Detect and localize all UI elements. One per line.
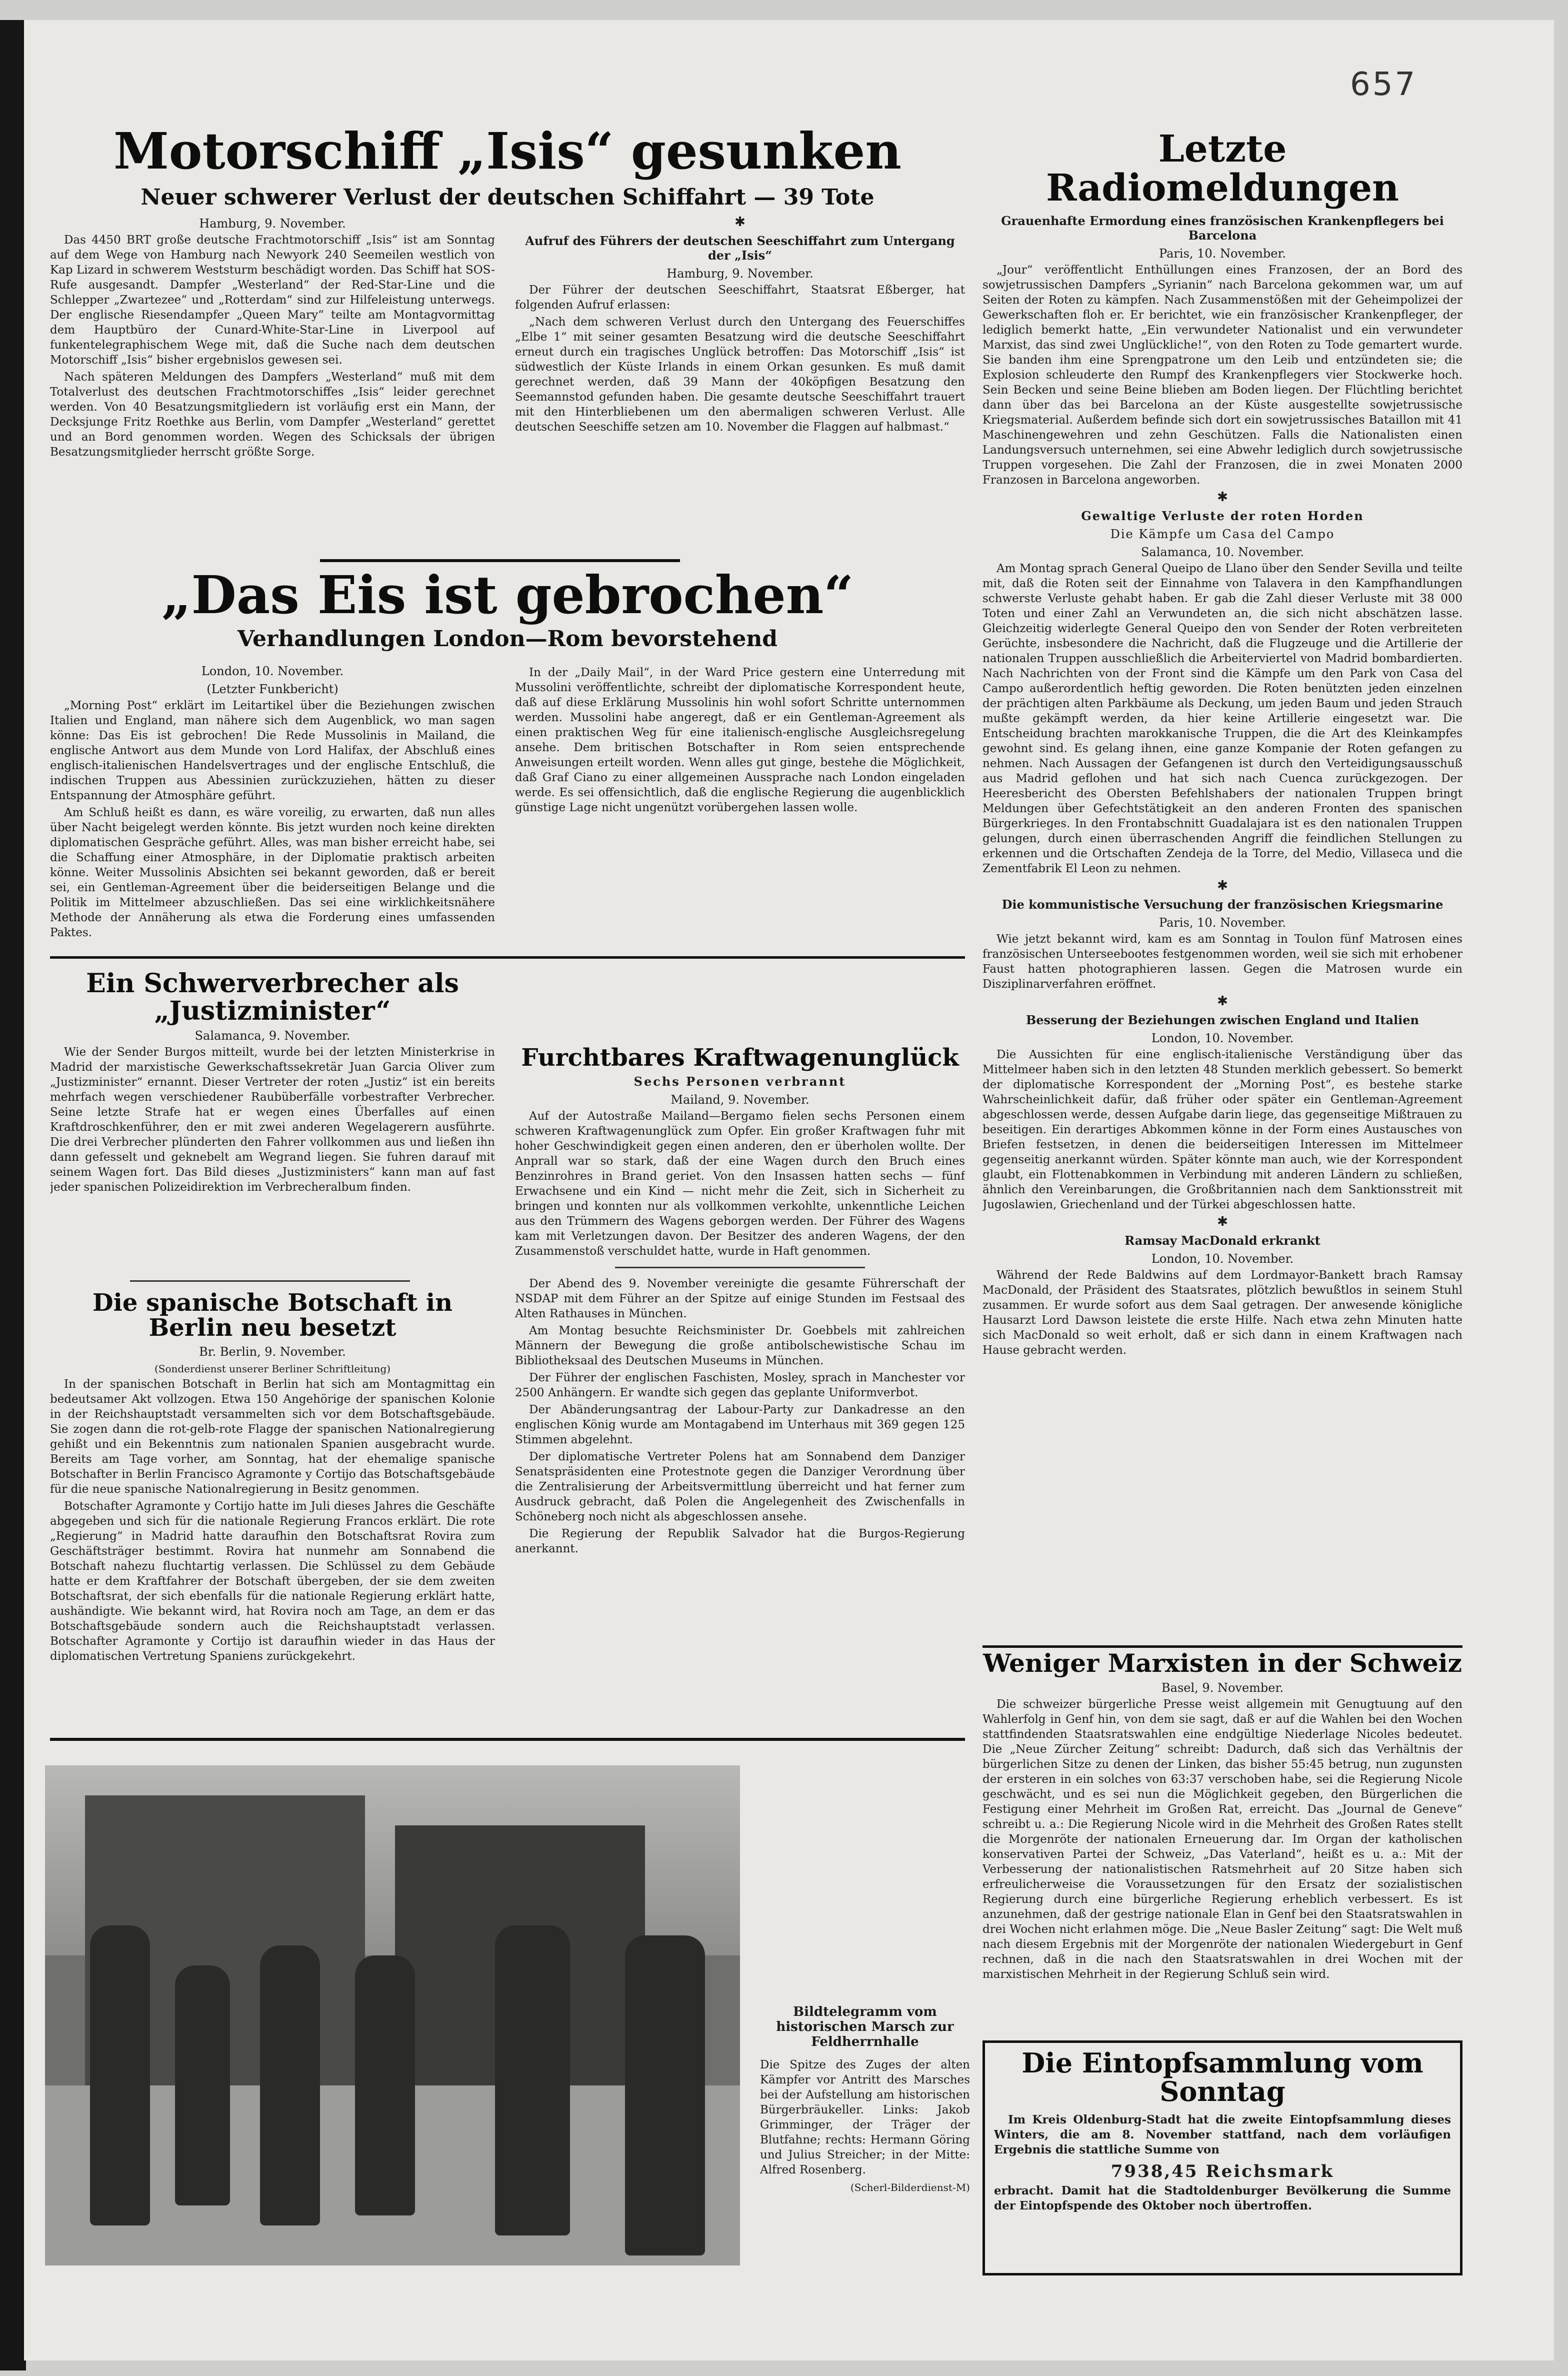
march-photo — [45, 1765, 740, 2265]
eis-col1 — [50, 660, 495, 955]
separator-star-icon: ✱ — [1217, 1214, 1228, 1230]
isis-col2 — [515, 213, 965, 558]
news-item: Der Abänderungsantrag der Labour-Party zur Dankadresse an den englischen König wurde am Montagabend im Unterhaus mit 369 gegen 125 Stimmen abgelehnt. — [515, 1403, 965, 1447]
botschaft-source: (Sonderdienst unserer Berliner Schriftleitung) — [154, 1362, 391, 1375]
eis-source: (Letzter Funkbericht) — [206, 682, 338, 696]
photo-caption — [760, 2000, 970, 2195]
divider-rule — [982, 1645, 1462, 1648]
schweiz-article — [982, 1650, 1462, 2030]
radio-item-sub: Die Kämpfe um Casa del Campo — [1110, 527, 1335, 542]
news-item: Der diplomatische Vertreter Polens hat am Sonnabend dem Danziger Senatspräsidenten eine Protestnote gegen die Danziger Verordnung über die Zentralisierung der Arbeitsvermittlung überreicht und hat ferner zum Ausdruck gebracht, daß Polen die Angelegenheit des Zwischenfalls in Schöneberg noch nicht als abgeschlossen ansehe. — [515, 1450, 965, 1524]
eintopf-box — [982, 2040, 1462, 2275]
page-number: 657 — [1350, 66, 1418, 103]
news-item: Am Montag besuchte Reichsminister Dr. Goebbels mit zahlreichen Männern der Bewegung die große antibolschewistische Schau im Bibliotheksaal des Deutschen Museums in München. — [515, 1324, 965, 1368]
radio-item-dateline: London, 10. November. — [1151, 1252, 1294, 1266]
separator-star-icon: ✱ — [1217, 994, 1228, 1009]
radio-item-dateline: London, 10. November. — [1151, 1031, 1294, 1046]
eis-dateline: London, 10. November. — [201, 664, 344, 678]
unglueck-dateline: Mailand, 9. November. — [670, 1093, 810, 1107]
eis-paragraph: Am Schluß heißt es dann, es wäre voreilig, zu erwarten, daß nun alles über Nacht beigelegt werden könnte. Bis jetzt wurden noch keine direkten diplomatischen Gespräche geführt. Alles, was man bisher erreicht habe, sei die Schaffung einer Atmosphäre, in der Diplomatie praktisch arbeiten könne. Weiter Mussolinis Absichten sei bekannt geworden, daß er bereit sei, ein Gentleman-Agreement über die beiderseitigen Belange und die Politik im Mittelmeer abzuschließen. Das sei eine wirklichkeitsnähere Methode der Annäherung als etwa die Forderung eines umfassenden Paktes. — [50, 806, 495, 939]
scan-edge — [0, 20, 26, 2370]
radio-item-text: Wie jetzt bekannt wird, kam es am Sonntag in Toulon fünf Matrosen eines französischen Unterseebootes festgenommen worden, weil sie sich mit erhobener Faust hatten photographieren lassen. Gegen die Matrosen wurde ein Disziplinarverfahren eröffnet. — [982, 933, 1462, 991]
middle-column — [515, 1045, 965, 1745]
divider-rule — [615, 1267, 865, 1268]
eis-subhead: Verhandlungen London—Rom bevorstehend — [237, 626, 778, 652]
radio-item-text: Am Montag sprach General Queipo de Llano über den Sender Sevilla und teilte mit, daß die Roten seit der Einnahme von Talavera in den Kampfhandlungen schwerste Verluste gehabt haben. Er gab die Zahl dieser Verluste mit 38 000 Toten und einer Zahl an Verwundeten an, die sich nicht abschätzen lasse. Gleichzeitig widerlegte General Queipo den von Sender der Roten verbreiteten Gerüchte, insbesondere die Nachricht, daß die Flugzeuge und die Artillerie der nationalen Truppen ausschließlich die Arbeiterviertel von Madrid bombardierten. Nach Nachrichten von der Front sind die Kämpfe um den Park von Casa del Campo außerordentlich heftig geworden. Die Roten benützten jeden einzelnen der prächtigen alten Parkbäume als Deckung, um jeden Baum und jeden Strauch mußte gekämpft werden, da hier keine Artillerie eingesetzt war. Die Entscheidung brachten marokkanische Truppen, die die Art des Kleinkampfes gewohnt sind. Es gelang ihnen, eine ganze Kompanie der Roten gefangen zu nehmen. Nach Aussagen der Gefangenen ist durch den Verteidigungsausschuß aus Madrid geflohen und hat sich nach Cuenca zurückgezogen. Der Heeresbericht des Obersten Befehlshabers der nationalen Truppen bringt Meldungen über Gefechtstätigkeit an den anderen Fronten des spanischen Bürgerkrieges. In den Frontabschnitt Guadalajara ist es den nationalen Truppen gelungen, durch einen überraschenden Angriff die feindlichen Stellungen zu erkennen und die Ortschaften Zendeja de la Torre, del Medio, Villaseca und die Zementfabrik El Leon zu nehmen. — [982, 562, 1462, 876]
aufruf-dateline: Hamburg, 9. November. — [666, 267, 814, 281]
radio-item-title: Besserung der Beziehungen zwischen England und Italien — [1026, 1013, 1420, 1028]
verbrecher-dateline: Salamanca, 9. November. — [194, 1029, 350, 1043]
eis-col2 — [515, 665, 965, 955]
verbrecher-headline: Ein Schwerverbrecher als „Justizminister“ — [86, 970, 459, 1026]
radio-headline: Letzte Radiomeldungen — [1046, 130, 1399, 210]
radio-item-title: Ramsay MacDonald erkrankt — [1124, 1233, 1320, 1248]
radio-item-dateline: Paris, 10. November. — [1159, 247, 1286, 261]
divider-rule — [50, 1738, 965, 1741]
eis-paragraph: „Morning Post“ erklärt im Leitartikel über die Beziehungen zwischen Italien und England, man nähere sich dem Augenblick, wo man sagen könne: Das Eis ist gebrochen! Die Rede Mussolinis in Mailand, die englische Antwort aus dem Munde von Lord Halifax, der Abschluß eines englisch-italienischen Handelsvertrages und der englische Entschluß, die indischen Truppen aus Abessinien zurückzuziehen, hätten zu dieser Entspannung der Atmosphäre geführt. — [50, 699, 495, 802]
radio-item-text: „Jour“ veröffentlicht Enthüllungen eines Franzosen, der an Bord des sowjetrussischen Dampfers „Syrianin“ nach Barcelona gekommen war, um auf Seiten der Roten zu kämpfen. Nach Zusammenstößen mit der Geheimpolizei der Gewerkschaften floh er. Er berichtet, wie ein französischer Krankenpfleger, der lediglich bemerkt hatte, „Ein verwundeter Nationalist und ein verwundeter Marxist, das sind zwei Unglückliche!“, von den Roten zu Tode gemartert wurde. Sie banden ihm eine Sprengpatrone um den Leib und entzündeten sie; die Explosion schleuderte den Rumpf des Krankenpflegers vier Stockwerke hoch. Sein Becken und seine Beine blieben am Boden liegen. Der Flüchtling berichtet dann über das bei Barcelona an der Küste ausgestellte sowjetrussische Kriegsmaterial. Außerdem befinde sich dort ein sowjetrussisches Bataillon mit 41 Maschinengewehren und zehn Geschützen. Falls die Nationalisten einen Landungsversuch unternehmen, sei eine Abwehr lediglich durch sowjetrussische Truppen vorgesehen. Die Zahl der Franzosen, die in zwei Monaten 2000 Franzosen in Barcelona angeworben. — [982, 264, 1462, 487]
isis-col1 — [50, 213, 495, 558]
radio-item-dateline: Paris, 10. November. — [1159, 916, 1286, 930]
schweiz-paragraph: Die schweizer bürgerliche Presse weist allgemein mit Genugtuung auf den Wahlerfolg in Genf hin, von dem sie sagt, daß er auf die Wahlen bei den Wochen stattfindenden Staatsratswahlen eine endgültige Niederlage Nicoles bedeutet. Die „Neue Zürcher Zeitung“ schreibt: Dadurch, daß sich das Verhältnis der bürgerlichen Sitze zu denen der Linken, das bisher 55:45 betrug, nun zugunsten der ersteren in ein solches von 63:37 verschoben habe, sei die Regierung Nicole geschwächt, und es sei nun die Möglichkeit gegeben, den Bürgerlichen die Festigung einer Mehrheit im Großen Rat, erreicht. Das „Journal de Geneve“ schreibt u. a.: Die Regierung Nicole wird in die Mehrheit des Großen Rates stellt die Morgenröte der nationalen Erneuerung dar. Im Organ der katholischen konservativen Partei der Schweiz, „Das Vaterland“, heißt es u. a.: Mit der Verbesserung der nationalistischen Ratsmehrheit auf 20 Sitze haben sich erfreulicherweise die Voraussetzungen für den Ersatz der sozialistischen Regierung durch eine bürgerliche Regierung erheblich verbessert. Es ist anzunehmen, daß der gestrige nationale Elan in Genf bei den Staatsratswahlen in drei Wochen nicht erlahmen möge. Die „Neue Basler Zeitung“ sagt: Die Welt muß nach diesem Ergebnis mit der Morgenröte der nationalen Wiedergeburt in Genf rechnen, daß in die nach den Staatsratswahlen in drei Wochen mit der marxistischen Mehrheit in der Regierung Schluß sein wird. — [982, 1697, 1462, 1981]
isis-subhead: Neuer schwerer Verlust der deutschen Schiffahrt — 39 Tote — [140, 185, 874, 210]
eis-header — [50, 568, 965, 652]
eis-headline: „Das Eis ist gebrochen“ — [161, 568, 854, 626]
divider-rule — [130, 1280, 410, 1282]
isis-paragraph: Das 4450 BRT große deutsche Frachtmotorschiff „Isis“ ist am Sonntag auf dem Wege von Hamburg nach Newyork 240 Seemeilen westlich von Kap Lizard in schwerem Weststurm beschädigt worden. Das Schiff hat SOS-Rufe ausgesandt. Dampfer „Westerland“ der Red-Star-Line und die Schlepper „Zwartezee“ und „Rotterdam“ sind zur Hilfeleistung unterwegs. Der englische Riesendampfer „Queen Mary“ teilte am Montagvormittag dem Hauptbüro der Cunard-White-Star-Line in Liverpool auf funkentelegraphischem Wege mit, daß die Suche nach dem deutschen Motorschiff „Isis“ bisher ergebnislos gewesen sei. — [50, 234, 495, 367]
caption-text: Die Spitze des Zuges der alten Kämpfer vor Antritt des Marsches bei der Aufstellung am historischen Bürgerbräukeller. Links: Jakob Grimminger, der Träger der Blutfahne; rechts: Hermann Göring und Julius Streicher; in der Mitte: Alfred Rosenberg. — [760, 2058, 970, 2176]
photo-credit: (Scherl-Bilderdienst-M) — [850, 2181, 970, 2193]
caption-title: Bildtelegramm vom historischen Marsch zur Feldherrnhalle — [776, 2004, 954, 2049]
aufruf-paragraph: „Nach dem schweren Verlust durch den Untergang des Feuerschiffes „Elbe 1“ mit seiner gesamten Besatzung wird die deutsche Seeschiffahrt erneut durch ein tragisches Unglück betroffen: Das Motorschiff „Isis“ ist südwestlich der Küste Irlands in einem Orkan gesunken. Es muß damit gerechnet werden, daß 39 Mann der 40köpfigen Besatzung den Seemannstod gefunden haben. Die gesamte deutsche Seeschiffahrt trauert mit den Hinterbliebenen um den abermaligen schweren Verlust. Alle deutschen Seeschiffe setzen am 10. November die Flaggen auf halbmast.“ — [515, 316, 965, 434]
radio-item-title: Gewaltige Verluste der roten Horden — [1081, 509, 1364, 524]
botschaft-headline: Die spanische Botschaft in Berlin neu besetzt — [92, 1290, 452, 1342]
eintopf-paragraph: Im Kreis Oldenburg-Stadt hat die zweite Eintopfsammlung dieses Winters, die am 8. November stattfand, nach dem vorläufigen Ergebnis die stattliche Summe von — [994, 2113, 1451, 2157]
botschaft-paragraph: Botschafter Agramonte y Cortijo hatte im Juli dieses Jahres die Geschäfte abgegeben und sich für die nationale Regierung Francos erklärt. Die rote „Regierung“ in Madrid hatte daraufhin den Botschaftsrat Rovira zum Geschäftsträger bestimmt. Rovira hat nunmehr am Sonnabend die Botschaft nahezu fluchtartig verlassen. Die Schlüssel zu dem Gebäude hatte er dem Kraftfahrer der Botschaft übergeben, der sie dem zweiten Botschaftsrat, der sich ebenfalls für die nationale Regierung erklärt hatte, aushändigte. Wie bekannt wird, hat Rovira noch am Tage, an dem er das Botschaftsgebäude sondern auch die Reichshauptstadt verlassen. Botschafter Agramonte y Cortijo ist daraufhin wieder in das Haus der diplomatischen Vertretung Spaniens zurückgekehrt. — [50, 1499, 495, 1663]
botschaft-paragraph: In der spanischen Botschaft in Berlin hat sich am Montagmittag ein bedeutsamer Akt vollzogen. Etwa 150 Angehörige der spanischen Kolonie in der Reichshauptstadt versammelten sich vor dem Botschaftsgebäude. Sie zogen dann die rot-gelb-rote Flagge der spanischen Nationalregierung gehißt und ein Bekenntnis zum nationalen Spanien ausgebracht wurde. Bereits am Tage vorher, am Sonntag, hat der ehemalige spanische Botschafter in Berlin Francisco Agramonte y Cortijo das Botschaftsgebäude für die neue spanische Nationalregierung in Besitz genommen. — [50, 1377, 495, 1496]
schweiz-dateline: Basel, 9. November. — [1162, 1680, 1284, 1695]
schweiz-headline: Weniger Marxisten in der Schweiz — [983, 1650, 1462, 1678]
divider-rule — [320, 559, 680, 562]
radio-item-text: Die Aussichten für eine englisch-italienische Verständigung über das Mittelmeer haben sich in den letzten 48 Stunden merklich gebessert. So bemerkt der diplomatische Korrespondent der „Morning Post“, es bestehe starke Wahrscheinlichkeit dafür, daß früher oder später ein Gentleman-Agreement abgeschlossen werde, dessen Aufgabe darin liege, das gegenseitige Mißtrauen zu beseitigen. Ein derartiges Abkommen könne in der Form eines Austausches von Briefen festsetzen, in denen die beiderseitigen Interessen im Mittelmeer gegenseitig anerkannt würden. Später könnte man auch, wie der Korrespondent glaubt, ein Flottenabkommen in Verbindung mit anderen Ländern zu schließen, ähnlich den Vereinbarungen, die Großbritannien nach dem Sanktionsstreit mit Jugoslawien, Griechenland und der Türkei abgeschlossen hatte. — [982, 1048, 1462, 1212]
eis-paragraph: In der „Daily Mail“, in der Ward Price gestern eine Unterredung mit Mussolini veröffentlichte, schreibt der diplomatische Korrespondent heute, daß auf diese Erklärung Mussolinis hin wohl sofort Schritte unternommen werden. Mussolini habe angeregt, daß er ein Gentleman-Agreement als einen praktischen Weg für eine italienisch-englische Ausgleichsregelung ansehe. Dem britischen Botschafter in Rom seien entsprechende Anweisungen erteilt worden. Wenn alles gut ginge, bestehe die Möglichkeit, daß Graf Ciano zu einer allgemeinen Aussprache nach London eingeladen werde. Es sei offensichtlich, daß die englische Regierung die augenblicklich günstige Lage nicht ungenützt vorübergehen lassen wolle. — [515, 666, 965, 814]
unglueck-paragraph: Auf der Autostraße Mailand—Bergamo fielen sechs Personen einem schweren Kraftwagenunglück zum Opfer. Ein großer Kraftwagen fuhr mit hoher Geschwindigkeit gegen einen anderen, den er überholen wollte. Der Anprall war so stark, daß der eine Wagen durch den Bruch eines Benzinrohres in Brand geriet. Von den Insassen hatten sechs — fünf Erwachsene und ein Kind — nicht mehr die Zeit, sich in Sicherheit zu bringen und konnten nur als vollkommen verkohlte, unkenntliche Leichen aus den Trümmern des Wagens geborgen werden. Der Führer des Wagens kam mit Verletzungen davon. Der Besitzer des anderen Wagens, der den Zusammenstoß verschuldet hatte, wurde in Haft genommen. — [515, 1110, 965, 1258]
eintopf-headline: Die Eintopfsammlung vom Sonntag — [1022, 2047, 1424, 2107]
isis-dateline: Hamburg, 9. November. — [199, 217, 346, 231]
unglueck-headline: Furchtbares Kraftwagenunglück — [521, 1045, 959, 1072]
aufruf-paragraph: Der Führer der deutschen Seeschiffahrt, Staatsrat Eßberger, hat folgenden Aufruf erlassen: — [515, 284, 965, 312]
news-item: Der Abend des 9. November vereinigte die gesamte Führerschaft der NSDAP mit dem Führer an der Spitze auf einige Stunden im Festsaal des Alten Rathauses in München. — [515, 1277, 965, 1321]
isis-headline: Motorschiff „Isis“ gesunken — [114, 125, 902, 181]
botschaft-article — [50, 1290, 495, 1740]
radio-item-dateline: Salamanca, 10. November. — [1140, 545, 1304, 560]
unglueck-subhead: Sechs Personen verbrannt — [634, 1074, 846, 1089]
eintopf-amount: 7938,45 Reichsmark — [1110, 2161, 1334, 2182]
separator-star-icon: ✱ — [734, 215, 746, 230]
news-item: Die Regierung der Republik Salvador hat die Burgos-Regierung anerkannt. — [515, 1527, 965, 1556]
divider-rule — [50, 956, 965, 959]
eintopf-paragraph: erbracht. Damit hat die Stadtoldenburger Bevölkerung die Summe der Eintopfspende des Oktober noch übertroffen. — [994, 2184, 1451, 2213]
isis-paragraph: Nach späteren Meldungen des Dampfers „Westerland“ muß mit dem Totalverlust des deutschen Frachtmotorschiffes „Isis“ leider gerechnet werden. Von 40 Besatzungsmitgliedern ist vorläufig erst ein Mann, der Decksjunge Fritz Roethke aus Berlin, vom Dampfer „Westerland“ gerettet und an Bord genommen worden. Wegen des Schicksals der übrigen Besatzungsmitglieder herrscht größte Sorge. — [50, 371, 495, 459]
radio-column — [982, 130, 1462, 1655]
news-item: Der Führer der englischen Faschisten, Mosley, sprach in Manchester vor 2500 Anhängern. Er wandte sich gegen das geplante Uniformverbot. — [515, 1371, 965, 1400]
radio-item-title: Grauenhafte Ermordung eines französischen Krankenpflegers bei Barcelona — [1001, 214, 1444, 243]
separator-star-icon: ✱ — [1217, 878, 1228, 894]
separator-star-icon: ✱ — [1217, 490, 1228, 505]
isis-header — [45, 125, 970, 210]
radio-item-title: Die kommunistische Versuchung der französischen Kriegsmarine — [1002, 897, 1444, 912]
verbrecher-article — [50, 970, 495, 1280]
botschaft-dateline: Br. Berlin, 9. November. — [199, 1344, 346, 1359]
aufruf-title: Aufruf des Führers der deutschen Seeschiffahrt zum Untergang der „Isis“ — [525, 234, 955, 263]
radio-item-text: Während der Rede Baldwins auf dem Lordmayor-Bankett brach Ramsay MacDonald, der Präsident des Staatsrates, plötzlich bewußtlos in seinem Stuhl zusammen. Er wurde sofort aus dem Saal getragen. Der anwesende königliche Hausarzt Lord Dawson leistete die erste Hilfe. Nach etwa zehn Minuten hatte sich MacDonald so weit erholt, daß er sich dann in einem Kraftwagen nach Hause gebracht werden. — [982, 1269, 1462, 1357]
verbrecher-paragraph: Wie der Sender Burgos mitteilt, wurde bei der letzten Ministerkrise in Madrid der marxistische Gewerkschaftssekretär Juan Garcia Oliver zum „Justizminister“ ernannt. Dieser Vertreter der roten „Justiz“ ist ein bereits mehrfach wegen verschiedener Raubüberfälle vorbestrafter Verbrecher. Seine letzte Strafe hat er wegen eines Überfalles auf einen Kraftdroschkenführer, den er mit zwei anderen Wegelagerern ausführte. Die drei Verbrecher plünderten den Fahrer vollkommen aus und ließen ihn dann gefesselt und geknebelt am Wegrand liegen. Sie fuhren darauf mit seinem Wagen fort. Das Bild dieses „Justizministers“ kann man auf fast jeder spanischen Polizeidirektion im Verbrecheralbum finden. — [50, 1046, 495, 1194]
